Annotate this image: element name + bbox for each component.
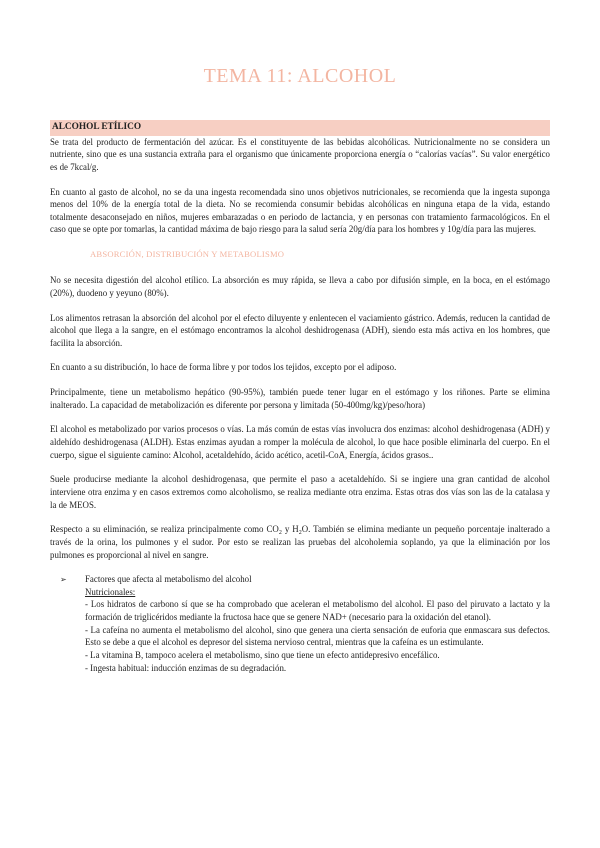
text-run: y H [281,524,299,535]
list-item: - La vitamina B, tampoco acelera el metabolismo, sino que tiene un efecto antidepresivo encefálico. [85,650,440,660]
paragraph: Principalmente, tiene un metabolismo hepático (90-95%), también puede tener lugar en el estómago y los riñones. Parte se elimina inalterado. La capacidad de metabolización es diferente por persona y limitada (50-400mg/kg)/peso/hora) [50,387,550,410]
list-item: - Ingesta habitual: inducción enzimas de su degradación. [85,662,287,673]
list-item: - Los hidratos de carbono sí que se ha comprobado que aceleran el metabolismo del alcohol. El paso del piruvato a lactato y la formación de triglicéridos mediante la fructosa hace que se genere NAD+ (necesario para la oxidación del etanol). [85,599,550,623]
factors-list [60,573,550,674]
text-run: Respecto a su eliminación, se realiza principalmente como CO [50,524,279,535]
subsection-heading-absorcion: ABSORCIÓN, DISTRIBUCIÓN Y METABOLISMO [90,249,285,260]
section-heading-alcohol-etilico: ALCOHOL ETÍLICO [50,120,550,135]
paragraph: Suele producirse mediante la alcohol deshidrogenasa, que permite el paso a acetaldehído. Si se ingiere una gran cantidad de alcohol interviene otra enzima y en casos extremos como alcoholismo, se realiza mediante otra enzima. Estas otras dos vías son las de la catalasa y la de MEOS. [50,474,550,510]
list-item: - La cafeína no aumenta el metabolismo del alcohol, sino que genera una cierta sensación de euforia que enmascara sus defectos. Esto se debe a que el alcohol es depresor del sistema nervioso central, mientras que la cafeína es un estimulante. [85,624,550,648]
paragraph: Se trata del producto de fermentación del azúcar. Es el constituyente de las bebidas alcohólicas. Nutricionalmente no se considera un nutriente, sino que es una sustancia extraña para el organismo que únicamente proporciona energía o “calorías vacías”. Su valor energético es de 7kcal/g. [50,136,550,172]
bullet-heading: Factores que afecta al metabolismo del alcohol [85,574,252,585]
paragraph: En cuanto a su distribución, lo hace de forma libre y por todos los tejidos, excepto por el adiposo. [50,362,397,373]
subscript: 2 [298,530,302,537]
factors-body [85,586,550,674]
page-title: TEMA 11: ALCOHOL [203,65,397,87]
bullet-item [60,573,550,586]
paragraph: Los alimentos retrasan la absorción del alcohol por el efecto diluyente y enlentecen el vaciamiento gástrico. Además, reducen la cantidad de alcohol que llega a la sangre, en el estómago encontramos la alcohol deshidrogenasa (ADH), siendo esta más activa en los hombres, que facilita la absorción. [50,312,550,348]
paragraph-elimination [50,523,550,561]
paragraph: El alcohol es metabolizado por varios procesos o vías. La más común de estas vías involucra dos enzimas: alcohol deshidrogenasa (ADH) y aldehído deshidrogenasa (ALDH). Estas enzimas ayudan a romper la molécula de alcohol, lo que hace posible eliminarla del cuerpo. En el cuerpo, sigue el siguiente camino: Alcohol, acetaldehído, ácido acético, acetil-CoA, Energía, ácidos grasos.. [50,424,550,460]
factors-subheading: Nutricionales: [85,586,136,597]
text-run: O. También se elimina mediante un pequeño porcentaje inalterado a través de la orina, los pulmones y el sudor. Por esto se realizan las pruebas del alcoholemia soplando, ya que la eliminación por los pulmones es proporcional al nivel en sangre. [50,524,550,560]
arrow-bullet-icon: ➢ [60,575,67,585]
subscript: 2 [278,530,282,537]
paragraph: En cuanto al gasto de alcohol, no se da una ingesta recomendada sino unos objetivos nutricionales, se recomienda que la ingesta suponga menos del 10% de la energía total de la dieta. No se recomienda consumir bebidas alcohólicas en ninguna etapa de la vida, estando totalmente desaconsejado en niños, mujeres embarazadas o en periodo de lactancia, y en personas con tratamiento farmacológicos. En el caso que se opte por tomarlas, la cantidad máxima de bajo riesgo para la salud sería 20g/día para los hombres y 10g/día para las mujeres. [50,186,550,235]
paragraph: No se necesita digestión del alcohol etílico. La absorción es muy rápida, se lleva a cabo por difusión simple, en la boca, en el estómago (20%), duodeno y yeyuno (80%). [50,275,550,298]
